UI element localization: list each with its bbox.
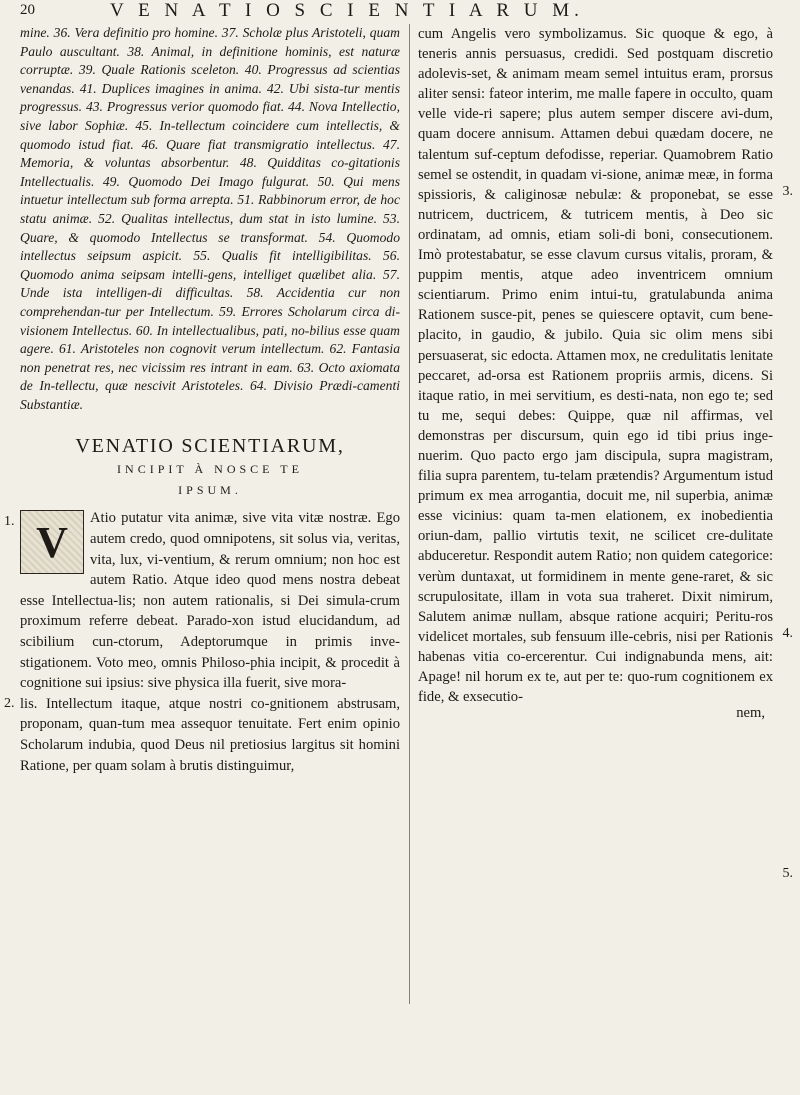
right-column bbox=[418, 24, 793, 881]
paragraph-1-text: Atio putatur vita animæ, sive vita vitæ nostræ. Ego autem credo, quod omnipotens, sit solus via, veritas, vita, lux, vi-ventium, & rerum omnium; non hoc est autem Ratio. Atque ideo quod mens nostra debeat esse Intellectua-lis; non autem rationalis, si Dei simula-crum proximum referre debeat. Parado-xon istud elucidandum, ad scibilium cun-ctorum, Adeptorumque in primis inve-stigationem. Voto meo, omnis Philoso-phia incipit, & procedit à cognitione sui ipsius: sive physica illa fuerit, sive mora- bbox=[20, 510, 400, 692]
section-subtitle-continued: IPSUM. bbox=[178, 483, 242, 498]
decorated-initial bbox=[20, 510, 84, 574]
left-column bbox=[4, 24, 400, 776]
page-number: 20 bbox=[20, 2, 35, 18]
running-head: V E N A T I O S C I E N T I A R U M. bbox=[110, 0, 584, 21]
paragraph-2-text: lis. Intellectum itaque, atque nostri co-gnitionem abstrusam, proponam, quan-tum mea assequor tenuitate. Fert enim opinio Scholarum indubia, quod Deus nil pretiosius largitus sit homini Ratione, per quam solam à brutis distinguimur, bbox=[20, 695, 400, 774]
paragraph-1 bbox=[4, 508, 400, 693]
right-column-text: cum Angelis vero symbolizamus. Sic quoque & ego, à teneris annis persuasus, credidi. Sed postquam discretio adolevis-set, & animam meam semel intuitus eram, prorsus aliter sensi: fateor interim, me malle fapere in occulto, quam velle vide-ri sapere; plus autem semper discere avi-dum, quam docere annisum. Attamen debui quædam docere, ne talentum suf-ceptum defodisse, reperiar. Quamobrem Ratio semel se ostendit, in quadam vi-sione, animæ meæ, in forma spissioris, & caliginosæ nebulæ: & proponebat, se esse nutricem, ductricem, & tutricem mentis, à Deo sic ordinatam, ad omnis, etiam soli-di boni, consecutionem. Imò protestabatur, se esse clavum cursus vitalis, proram, & puppim mentis, atque adeo inventricem omnium scientiarum. Primo enim intui-tu, gratulabunda anima Rationem susce-pit, penes se quiescere optavit, cum bene-placito, in gaudio, & jubilo. Quia sic olim mens sibi persuaserat, sic edocta. Attamen mox, ne credulitatis lenitate peccaret, ad-orsa est Rationem propriis armis, dicens. Si itaque ratio, in mei servitium, es desti-nata, non ego te; sed tu me, sequi debes: Quippe, quæ nil affirmas, vel demonstras per discursum, quin ego id tibi prius inge-nuerim. Quo pacto ergo jam discipula, supra magistram, filia supra parentem, tu-telam prætendis? Argumentum istud primum ex mea arrogantia, docuit me, nil superbia, animæ esse vicinius: quam ta-men elationem, ex inobedientia oriun-dam, pallio virtutis texit, ne scilicet cre-dulitate abduceretur. Respondit autem Ratio; non quidem categorice: verùm duntaxat, ut formidinem in mente gene-raret, & sic scrupulositate, illam in vota sua traheret. Dixit nimirum, Salutem animæ nullam, absque ratione acquiri; Peritu-ros videlicet mortales, sub fensuum ille-cebris, nisi per Rationis habenas vitia co-ercerentur. Cui indignabunda mens, ait: Apage! nil horum ex te, aut per te: quo-rum cognitionem ex fide, & exsecutio- bbox=[418, 26, 773, 706]
paragraph-number-2: 2. bbox=[4, 695, 15, 711]
chapter-index-summary: mine. 36. Vera definitio pro homine. 37. Scholæ plus Aristoteli, quam Paulo auscultant. 38. Animal, in definitione hominis, est naturæ corruptæ. 39. Quale Rationis sceleton. 40. Progressus ad scientias venandas. 41. Duplices imagines in anima. 42. Ubi sista-tur mentis progressus. 43. Progressus verior quomodo fiat. 44. Nova Intellectio, sive labor Sophiæ. 45. In-tellectum coincidere cum intellectis, & quomodo istud fiat. 46. Quare fiat transmigratio intellectus. 47. Memoria, & voluntas absorbentur. 48. Quidditas co-gitationis Intellectualis. 49. Quomodo Dei Imago fulgurat. 50. Qui mens intuetur intellectum sub forma arrepta. 51. Rabbinorum error, de hoc statu animæ. 52. Qualitas intellectus, dum stat in isto lumine. 53. Quare, & quomodo Intellectus se transformat. 54. Quomodo intellectus seipsum aspicit. 55. Qualis fit intelligibilitas. 56. Quomodo anima seipsam intelli-gens, intelliget quælibet alia. 57. Unde ista intelligen-di difficultas. 58. Accidentia cur non comprehendan-tur per Intellectum. 59. Errores Scholarum circa di-visionem Intellectus. 60. In intellectualibus, pati, no-bilius esse quam agere. 61. Aristoteles non cognovit verum intellectum. 62. Fantasia non penetrat res, nec vicissim res intrant in eam. 63. Octo axiomata de In-tellectu, quæ nescivit Aristoteles. 64. Divisio Prædi-camenti Substantiæ. bbox=[20, 25, 400, 412]
paragraph-2 bbox=[4, 694, 400, 776]
column-divider bbox=[409, 24, 410, 1004]
margin-number-4: 4. bbox=[782, 626, 793, 641]
section-title: VENATIO SCIENTIARUM, bbox=[75, 435, 345, 458]
margin-number-3: 3. bbox=[782, 184, 793, 199]
decorated-initial-letter: V bbox=[36, 517, 68, 567]
paragraph-number-1: 1. bbox=[4, 514, 15, 530]
catchword: nem, bbox=[736, 705, 765, 722]
section-subtitle: INCIPIT À NOSCE TE bbox=[117, 462, 303, 477]
margin-number-5: 5. bbox=[782, 866, 793, 881]
